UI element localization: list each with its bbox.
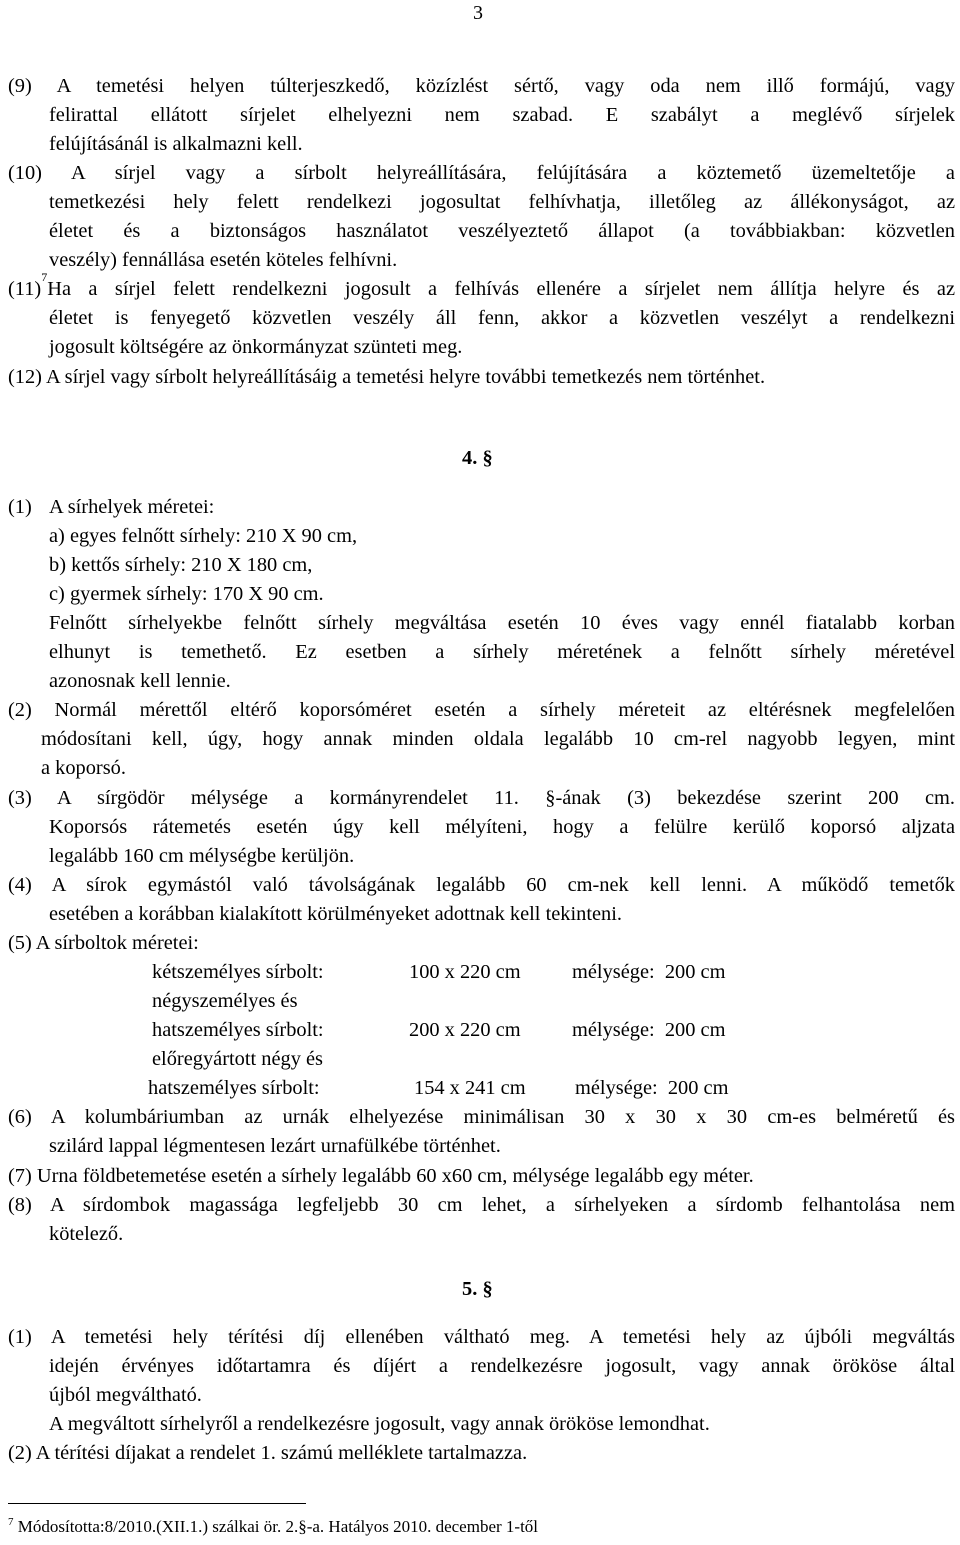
s5-p1-line-1: (1) A temetési hely térítési díj ellenében váltható meg. A temetési hely az újbóli megváltás — [8, 1326, 955, 1348]
crypt-row-2-label: négyszemélyes és — [152, 990, 298, 1012]
paragraph-11-line-2: életet is fenyegető közvetlen veszély áll fenn, akkor a közvetlen veszélyt a rendelkezni — [49, 307, 955, 329]
s4-p8-line-1: (8) A sírdombok magassága legfeljebb 30 cm lehet, a sírhelyeken a sírdomb felhantolása nem — [8, 1194, 955, 1216]
footnote-number: 7 — [8, 1516, 14, 1528]
crypt-row-3-dimensions: 200 x 220 cm — [409, 1019, 521, 1041]
s4-p1-item-b: b) kettős sírhely: 210 X 180 cm, — [49, 554, 313, 576]
crypt-row-5-depth: mélysége: 200 cm — [575, 1077, 729, 1099]
s4-p4-line-2: esetében a korábban kialakított körülményeket adottnak kell tekinteni. — [49, 903, 623, 925]
s4-p1-note-line-2: elhunyt is temethető. Ez esetben a sírhely méretének a felnőtt sírhely méretével — [49, 641, 955, 663]
s5-p1-line-2: idején érvényes időtartamra és díjért a rendelkezésre jogosult, vagy annak örököse által — [49, 1355, 955, 1377]
crypt-row-1-depth: mélysége: 200 cm — [572, 961, 726, 983]
crypt-row-1-label: kétszemélyes sírbolt: — [152, 961, 324, 983]
paragraph-11-line-3: jogosult költségére az önkormányzat szünteti meg. — [49, 336, 463, 358]
paragraph-11-number: (11) — [8, 278, 42, 300]
s5-p1-line-4: A megváltott sírhelyről a rendelkezésre jogosult, vagy annak örököse lemondhat. — [49, 1413, 710, 1435]
footnote-ref-7[interactable]: 7 — [41, 270, 48, 284]
s4-p1-note-line-1: Felnőtt sírhelyekbe felnőtt sírhely megváltása esetén 10 éves vagy ennél fiatalabb korban — [49, 612, 955, 634]
section-4-heading: 4. § — [462, 447, 493, 469]
crypt-row-1-dimensions: 100 x 220 cm — [409, 961, 521, 983]
paragraph-10-line-2: temetkezési hely felett rendelkezi jogosultat felhívhatja, illetőleg az állékonyságot, az — [49, 191, 955, 213]
s4-p5-title: (5) A sírboltok méretei: — [8, 932, 199, 954]
crypt-row-5-dimensions: 154 x 241 cm — [414, 1077, 526, 1099]
footnote-text: Módosította:8/2010.(XII.1.) szálkai ör. 2.§-a. Hatályos 2010. december 1-től — [13, 1517, 539, 1536]
paragraph-9-line-2: felirattal ellátott sírjelet elhelyezni nem szabad. E szabályt a meglévő sírjelek — [49, 104, 955, 126]
paragraph-10-line-1: (10) A sírjel vagy a sírbolt helyreállítására, felújítására a köztemető üzemeltetője a — [8, 162, 955, 184]
page-number: 3 — [473, 2, 483, 24]
s4-p3-line-1: (3) A sírgödör mélysége a kormányrendelet 11. §-ának (3) bekezdése szerint 200 cm. — [8, 787, 955, 809]
s5-p1-line-3: újból megváltható. — [49, 1384, 202, 1406]
s4-p3-line-2: Koporsós rátemetés esetén úgy kell mélyíteni, hogy a felülre kerülő koporsó aljzata — [49, 816, 955, 838]
paragraph-9-line-3: felújításánál is alkalmazni kell. — [49, 133, 303, 155]
paragraph-10-line-3: életet és a biztonságos használatot veszélyeztető állapot (a továbbiakban: közvetlen — [49, 220, 955, 242]
s4-p4-line-1: (4) A sírok egymástól való távolságának legalább 60 cm-nek kell lenni. A működő temetők — [8, 874, 955, 896]
s4-p1-item-a: a) egyes felnőtt sírhely: 210 X 90 cm, — [49, 525, 358, 547]
paragraph-12: (12) A sírjel vagy sírbolt helyreállításáig a temetési helyre további temetkezés nem történhet. — [8, 366, 766, 388]
paragraph-9-line-1: (9) A temetési helyen túlterjeszkedő, közízlést sértő, vagy oda nem illő formájú, vagy — [8, 75, 955, 97]
crypt-row-4-label: előregyártott négy és — [152, 1048, 323, 1070]
crypt-row-3-label: hatszemélyes sírbolt: — [152, 1019, 324, 1041]
s4-p1-number: (1) — [8, 496, 32, 518]
paragraph-11-line-1 — [8, 270, 955, 301]
s4-p6-line-2: szilárd lappal légmentesen lezárt urnafülkébe történhet. — [49, 1135, 501, 1157]
crypt-row-3-depth: mélysége: 200 cm — [572, 1019, 726, 1041]
s4-p8-line-2: kötelező. — [49, 1223, 124, 1245]
s4-p1-item-c: c) gyermek sírhely: 170 X 90 cm. — [49, 583, 324, 605]
crypt-row-5-label: hatszemélyes sírbolt: — [148, 1077, 320, 1099]
s4-p1-note-line-3: azonosnak kell lennie. — [49, 670, 231, 692]
s4-p2-line-1: (2) Normál mérettől eltérő koporsóméret esetén a sírhely méreteit az eltérésnek megfelelően — [8, 699, 955, 721]
s4-p2-line-3: a koporsó. — [41, 757, 126, 779]
paragraph-10-line-4: veszély) fennállása esetén köteles felhívni. — [49, 249, 398, 271]
s4-p3-line-3: legalább 160 cm mélységbe kerüljön. — [49, 845, 355, 867]
paragraph-11-text: Ha a sírjel felett rendelkezni jogosult a felhívás ellenére a sírjelet nem állítja helyre és az — [47, 278, 955, 300]
footnote-7 — [8, 1517, 538, 1537]
s5-p2: (2) A térítési díjakat a rendelet 1. számú melléklete tartalmazza. — [8, 1442, 528, 1464]
section-5-heading: 5. § — [462, 1278, 493, 1300]
s4-p1-title: A sírhelyek méretei: — [49, 496, 215, 518]
footnote-separator — [8, 1503, 306, 1504]
s4-p2-line-2: módosítani kell, úgy, hogy annak minden oldala legalább 10 cm-rel nagyobb legyen, mint — [41, 728, 955, 750]
s4-p6-line-1: (6) A kolumbáriumban az urnák elhelyezése minimálisan 30 x 30 x 30 cm-es belméretű és — [8, 1106, 955, 1128]
s4-p7: (7) Urna földbetemetése esetén a sírhely legalább 60 x60 cm, mélysége legalább egy méter. — [8, 1165, 754, 1187]
